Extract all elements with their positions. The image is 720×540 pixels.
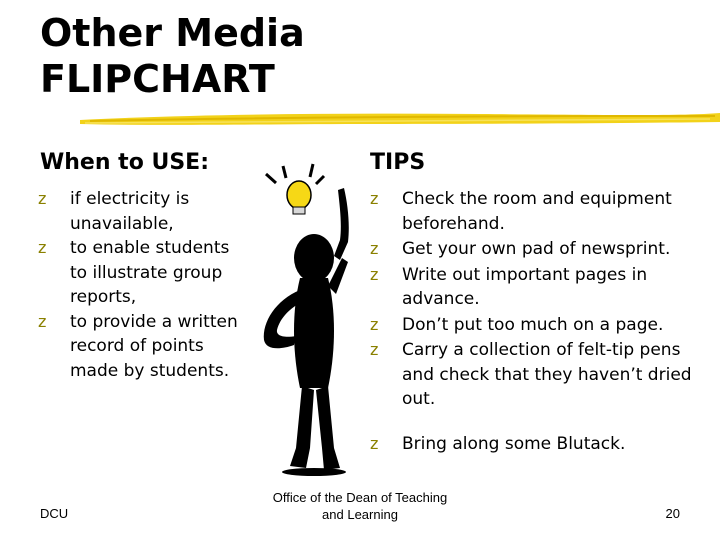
bullet-icon: z	[370, 189, 379, 208]
slide-title	[40, 10, 305, 102]
title-line-1: Other Media	[40, 11, 305, 55]
bullet-icon: z	[370, 340, 379, 359]
footer-office: Office of the Dean of Teaching and Learning	[272, 490, 448, 522]
bullet-icon: z	[38, 238, 47, 257]
list-item: z to enable students to illustrate group reports,	[38, 238, 230, 307]
title-underline-brushstroke	[80, 108, 720, 130]
page-number: 20	[665, 506, 680, 521]
list-item: z if electricity is unavailable,	[38, 189, 190, 234]
list-item: z Bring along some Blutack.	[370, 432, 710, 457]
bullet-icon: z	[38, 189, 47, 208]
title-line-2: FLIPCHART	[40, 57, 275, 101]
bullet-icon: z	[370, 264, 379, 284]
list-item: z to provide a written record of points made by students.	[38, 311, 238, 381]
when-to-use-list	[38, 187, 248, 383]
bullet-icon: z	[370, 239, 379, 258]
tips-list-last	[370, 432, 710, 457]
when-to-use-heading: When to USE:	[40, 150, 209, 175]
list-item: z Carry a collection of felt-tip pens and check that they haven’t dried out.	[370, 340, 692, 409]
bullet-icon: z	[370, 434, 379, 453]
list-item: z Check the room and equipment beforehand.	[370, 189, 672, 234]
tips-heading: TIPS	[370, 150, 426, 175]
list-item: z Get your own pad of newsprint.	[370, 237, 710, 262]
tips-list	[370, 187, 710, 413]
thinking-stick-figure-lightbulb-icon	[250, 150, 370, 480]
bullet-icon: z	[370, 314, 379, 334]
bullet-icon: z	[38, 311, 47, 331]
list-item: z Write out important pages in advance.	[370, 264, 648, 309]
footer-institution: DCU	[40, 506, 69, 521]
list-item: z Don’t put too much on a page.	[370, 313, 710, 338]
